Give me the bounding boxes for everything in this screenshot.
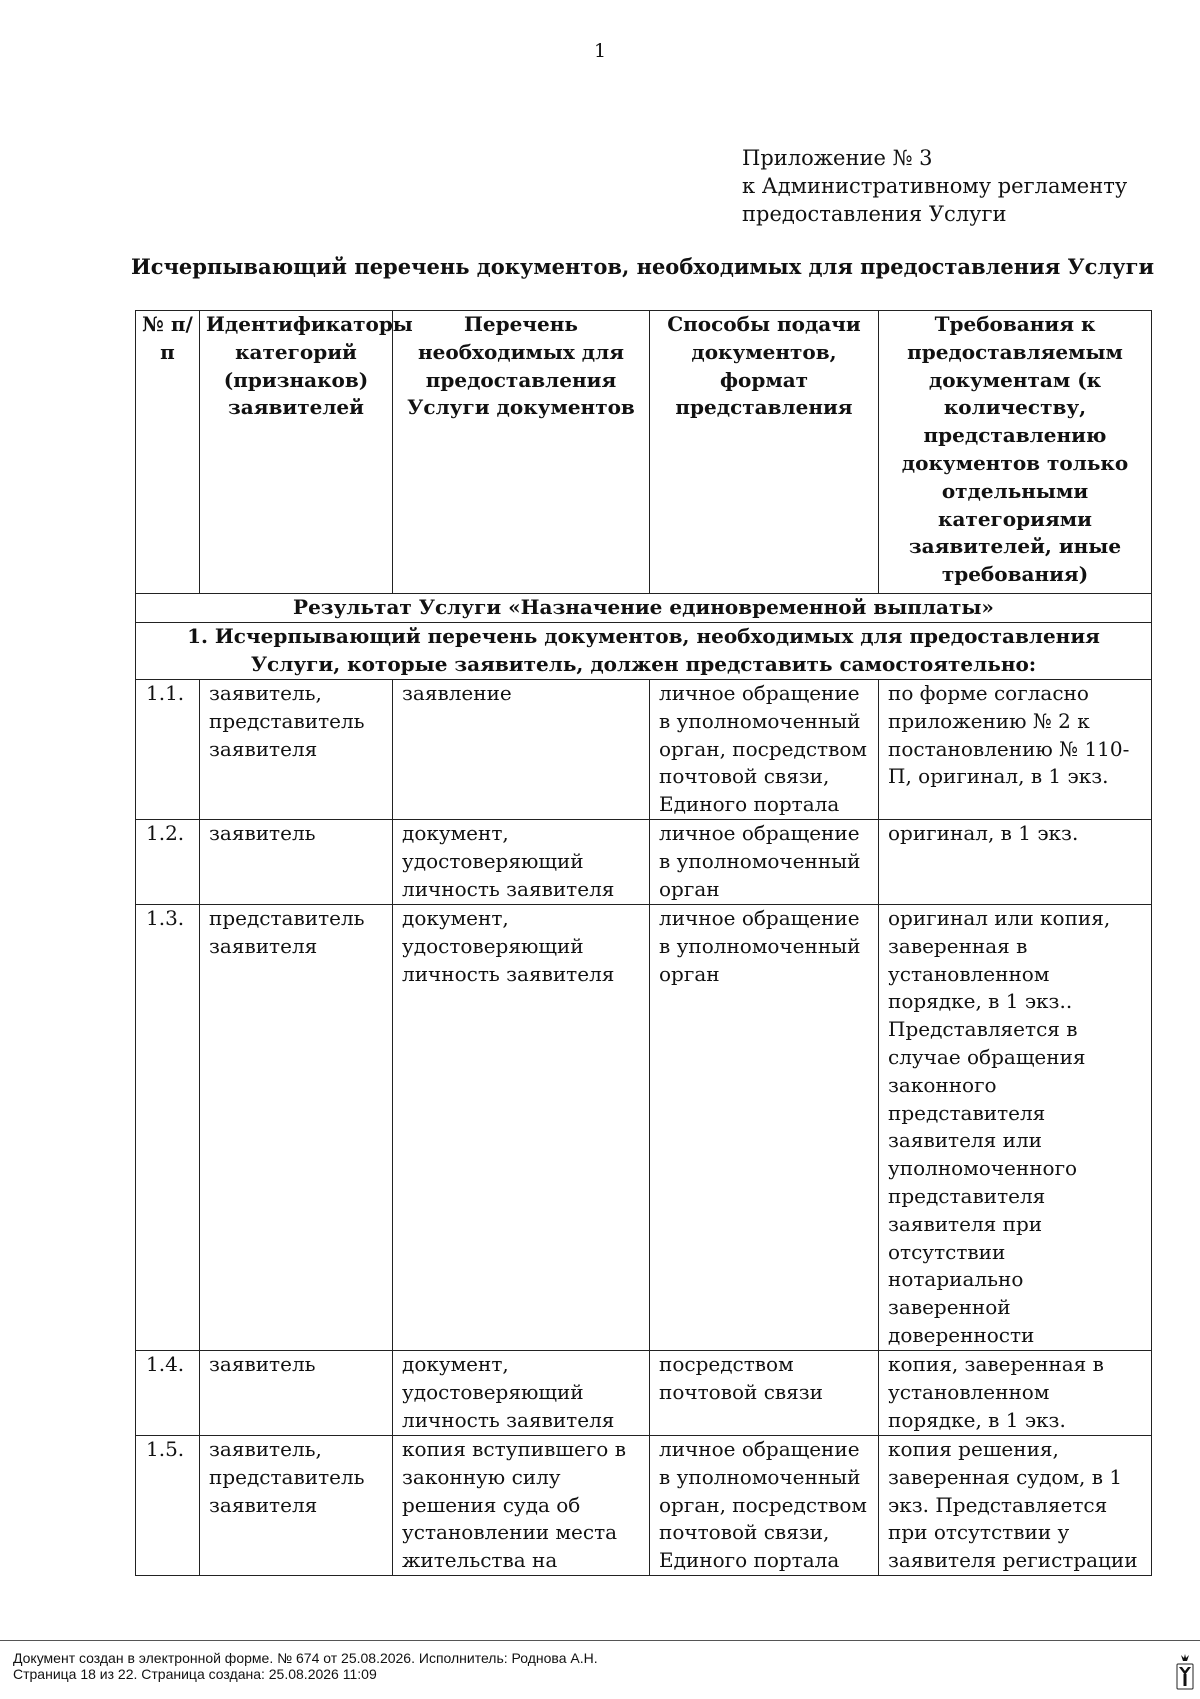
document-title: Исчерпывающий перечень документов, необходимых для предоставления Услуги: [130, 254, 1155, 279]
result-row: [136, 594, 1152, 623]
header-applicant-categories: Идентификаторы категорий (признаков) заявителей: [200, 311, 393, 594]
row-method: личное обращение в уполномоченный орган: [650, 820, 879, 905]
row-method: посредством почтовой связи: [650, 1351, 879, 1436]
row-number: 1.5.: [136, 1436, 200, 1576]
section-title: 1. Исчерпывающий перечень документов, необходимых для предоставления Услуги, которые заявитель, должен представить самостоятельно:: [136, 623, 1152, 680]
header-submission-methods: Способы подачи документов, формат представления: [650, 311, 879, 594]
row-document: заявление: [393, 680, 650, 820]
table-row: [136, 680, 1152, 820]
header-documents-list: Перечень необходимых для предоставления Услуги документов: [393, 311, 650, 594]
row-requirements: оригинал, в 1 экз.: [879, 820, 1152, 905]
section-row: [136, 623, 1152, 680]
row-applicant: заявитель: [200, 820, 393, 905]
appendix-note: [742, 144, 1127, 228]
row-requirements: копия решения, заверенная судом, в 1 экз. Представляется при отсутствии у заявителя регистрации: [879, 1436, 1152, 1576]
page-number: 1: [593, 40, 607, 62]
table-row: [136, 1351, 1152, 1436]
row-number: 1.4.: [136, 1351, 200, 1436]
row-document: документ, удостоверяющий личность заявителя: [393, 820, 650, 905]
appendix-line-1: Приложение № 3: [742, 146, 933, 170]
row-applicant: заявитель, представитель заявителя: [200, 1436, 393, 1576]
row-requirements: копия, заверенная в установленном порядке, в 1 экз.: [879, 1351, 1152, 1436]
row-document: документ, удостоверяющий личность заявителя: [393, 905, 650, 1351]
coat-of-arms-icon: [1175, 1649, 1195, 1693]
table-header-row: [136, 311, 1152, 594]
document-footer: [0, 1640, 1200, 1699]
row-method: личное обращение в уполномоченный орган, посредством почтовой связи, Единого портала: [650, 1436, 879, 1576]
header-requirements: Требования к предоставляемым документам (к количеству, представлению документов только отдельными категориями заявителей, иные требования): [879, 311, 1152, 594]
header-number: № п/п: [136, 311, 200, 594]
result-title: Результат Услуги «Назначение единовременной выплаты»: [136, 594, 1152, 623]
table-row: [136, 820, 1152, 905]
table-row: [136, 905, 1152, 1351]
documents-table: [135, 310, 1152, 1576]
row-method: личное обращение в уполномоченный орган, посредством почтовой связи, Единого портала: [650, 680, 879, 820]
row-requirements: по форме согласно приложению № 2 к постановлению № 110-П, оригинал, в 1 экз.: [879, 680, 1152, 820]
row-applicant: представитель заявителя: [200, 905, 393, 1351]
footer-line-1: Документ создан в электронной форме. № 674 от 25.08.2026. Исполнитель: Роднова А.Н.: [13, 1650, 598, 1666]
row-number: 1.2.: [136, 820, 200, 905]
row-number: 1.1.: [136, 680, 200, 820]
appendix-line-2: к Административному регламенту: [742, 174, 1128, 198]
table-row: [136, 1436, 1152, 1576]
row-document: документ, удостоверяющий личность заявителя: [393, 1351, 650, 1436]
appendix-line-3: предоставления Услуги: [742, 202, 1007, 226]
footer-line-2: Страница 18 из 22. Страница создана: 25.08.2026 11:09: [13, 1666, 377, 1682]
row-document: копия вступившего в законную силу решения суда об установлении места жительства на: [393, 1436, 650, 1576]
row-requirements: оригинал или копия, заверенная в установленном порядке, в 1 экз.. Представляется в случае обращения законного представителя заявителя или уполномоченного представителя заявителя при отсутствии нотариально заверенной доверенности: [879, 905, 1152, 1351]
row-applicant: заявитель: [200, 1351, 393, 1436]
row-method: личное обращение в уполномоченный орган: [650, 905, 879, 1351]
row-number: 1.3.: [136, 905, 200, 1351]
row-applicant: заявитель, представитель заявителя: [200, 680, 393, 820]
